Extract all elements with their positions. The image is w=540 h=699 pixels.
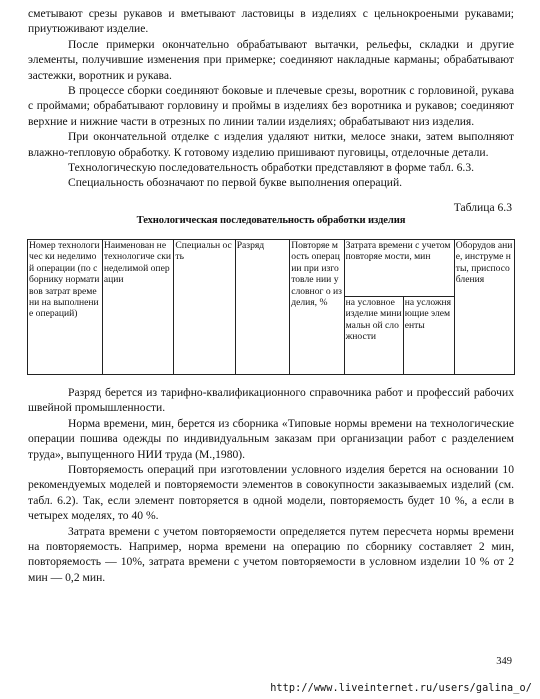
paragraph-time-norm: Норма времени, мин, берется из сборника «Типовые нормы времени на технологические операции пошива одежды по индивидуальным заказам при организации работ с разделением труда», выпущенного НИИ труда (М.,1980).	[28, 416, 514, 461]
header-equipment: Оборудов ание, инструме нты, приспосо бления	[454, 239, 514, 374]
header-operation-name: Наименован не технологиче ски неделимой операции	[102, 239, 174, 374]
page-number: 349	[496, 656, 512, 667]
paragraph-grade: Разряд берется из тарифно-квалификационного справочника работ и профессий рабочих швейной промышленности.	[28, 385, 514, 415]
paragraph-finishing: При окончательной отделке с изделия удаляют нитки, мелосе знаки, затем выполняют влажно-тепловую обработку. К готовому изделию пришивают пуговицы, отделочные детали.	[28, 130, 514, 159]
paragraph-repeatability: Повторяемость операций при изготовлении условного изделия берется на основании 10 рекомендуемых моделей и повторяемости элементов в совокупности заказываемых изделий (см. табл. 6.2). Так, если элемент повторяется в одной модели, повторяемость будет 10 %, а если в четырех моделях, то 40 %.	[28, 462, 514, 523]
header-specialty: Специальн ость	[174, 239, 235, 374]
paragraph-continuation: сметывают срезы рукавов и вметывают ластовицы в изделиях с цельнокроеными рукавами; приутюживают изделие.	[28, 7, 514, 36]
paragraph-time-calculation: Затрата времени с учетом повторяемости определяется путем пересчета нормы времени на повторяемость. Например, норма времени на операцию по сборнику составляет 2 мин, повторяемость — 10%, затрата времени с учетом повторяемости в условном изделии 10 % от 2 мин — 0,2 мин.	[28, 524, 514, 584]
header-operation-number: Номер технологичес ки неделимой операции (по сборнику нормативов затрат времени на выполнение операций)	[28, 239, 103, 374]
table-title: Технологическая последовательность обработки изделия	[136, 214, 406, 226]
header-time-spent: Затрата времени с учетом повторяе мости, мин	[344, 239, 454, 296]
header-repeatability: Повторяе мость операции при изготовле нии условног о изделия, %	[290, 239, 344, 374]
header-time-complicating: на усложня ющие элементы	[403, 296, 454, 374]
document-page	[28, 6, 514, 585]
header-time-base-item: на условное изделие минимальн ой сложности	[344, 296, 403, 374]
header-grade: Разряд	[235, 239, 289, 374]
watermark-url: http://www.liveinternet.ru/users/galina_o/	[270, 683, 532, 694]
paragraph-assembly: В процессе сборки соединяют боковые и плечевые срезы, воротник с горловиной, рукава с проймами; обрабатывают горловину и проймы в изделиях без воротника и рукавов; соединяют верхние и нижние части в отрезных по линии талии изделиях; обрабатывают низ изделия.	[28, 84, 514, 128]
operations-table	[27, 239, 515, 375]
paragraph-sequence: Технологическую последовательность обработки представляют в форме табл. 6.3.	[68, 161, 475, 175]
table-caption: Таблица 6.3	[453, 200, 512, 214]
paragraph-fitting: После примерки окончательно обрабатывают вытачки, рельефы, складки и другие элементы, получившие изменения при примерке; соединяют накладные карманы; обрабатывают застежки, воротник и рукава.	[28, 37, 514, 82]
paragraph-specialty: Специальность обозначают по первой букве выполнения операций.	[68, 176, 403, 190]
